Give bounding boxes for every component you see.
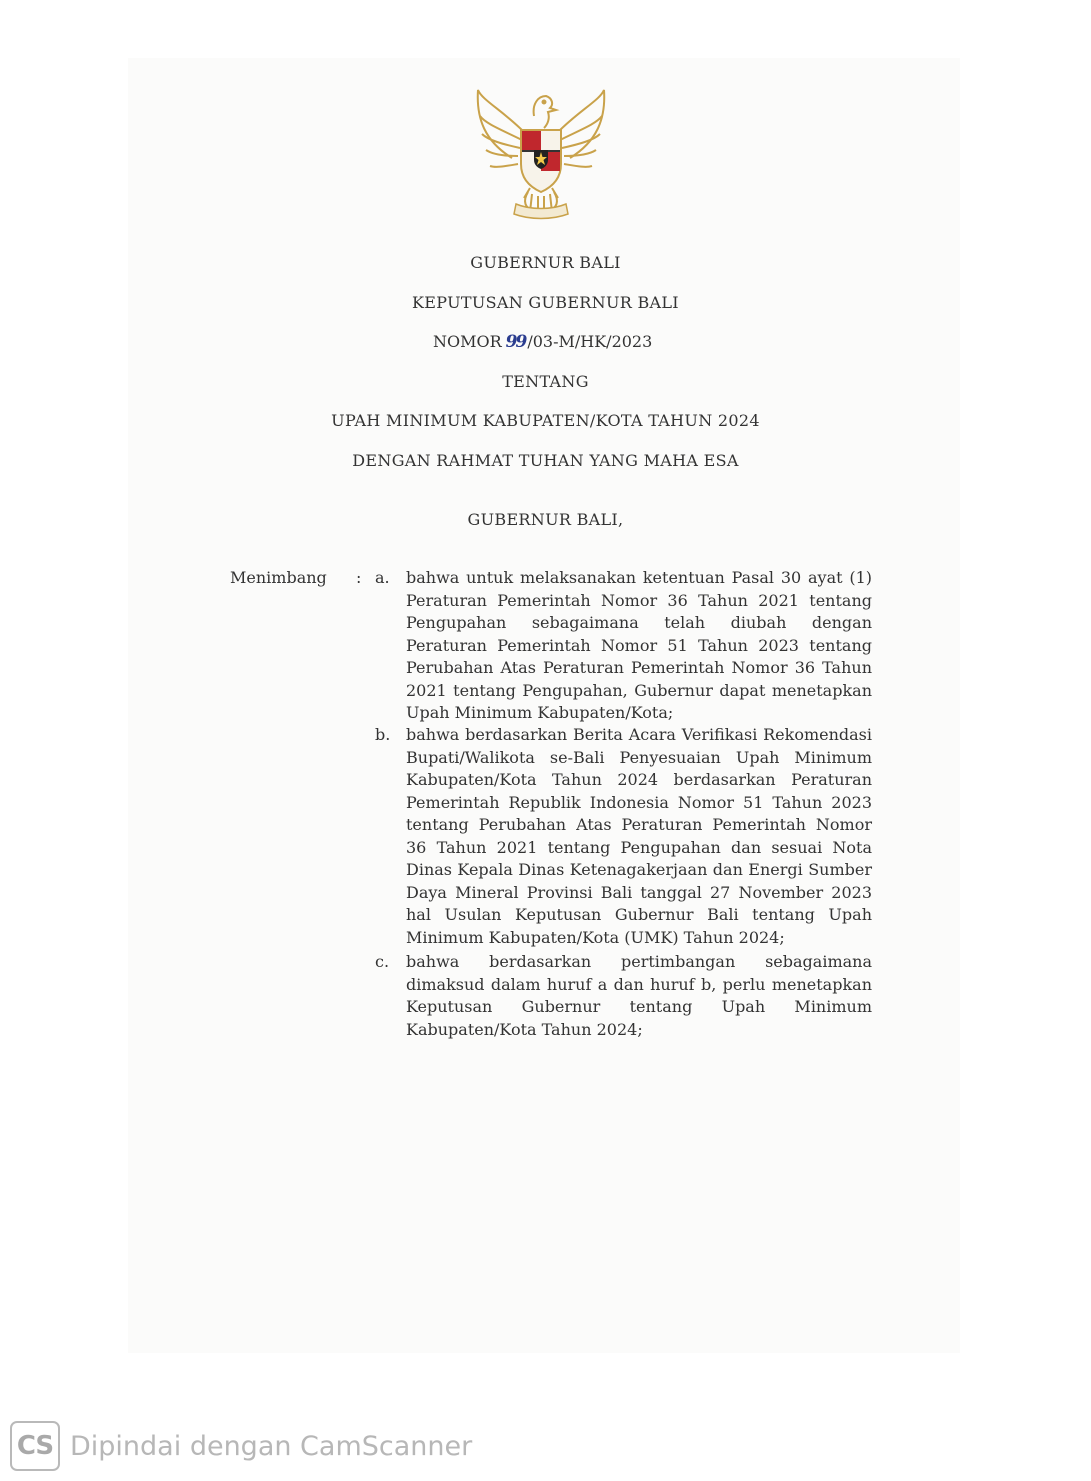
camscanner-logo-icon: CS — [10, 1421, 60, 1471]
item-c-text: bahwa berdasarkan pertimbangan sebagaimana dimaksud dalam huruf a dan huruf b, perlu menetapkan Keputusan Gubernur tentang Upah Minimum Kabupaten/Kota Tahun 2024; — [406, 952, 872, 1039]
item-c-letter: c. — [375, 952, 390, 971]
item-a-text: bahwa untuk melaksanakan ketentuan Pasal 30 ayat (1) Peraturan Pemerintah Nomor 36 Tahun 2021 tentang Pengupahan sebagaimana telah diubah dengan Peraturan Pemerintah Nomor 51 Tahun 2023 tentang Perubahan Atas Peraturan Pemerintah Nomor 36 Tahun 2021 tentang Pengupahan, Gubernur dapat menetapkan Upah Minimum Kabupaten/Kota; — [406, 568, 872, 722]
tentang-heading: TENTANG — [502, 372, 589, 391]
subject-heading: UPAH MINIMUM KABUPATEN/KOTA TAHUN 2024 — [331, 411, 760, 430]
blessing-line: DENGAN RAHMAT TUHAN YANG MAHA ESA — [352, 451, 739, 470]
camscanner-text: Dipindai dengan CamScanner — [70, 1430, 473, 1462]
nomor-suffix: /03-M/HK/2023 — [527, 332, 653, 351]
document-title: KEPUTUSAN GUBERNUR BALI — [412, 293, 679, 312]
item-b-text: bahwa berdasarkan Berita Acara Verifikasi Rekomendasi Bupati/Walikota se-Bali Penyesuaian Upah Minimum Kabupaten/Kota Tahun 2024 berdasarkan Peraturan Pemerintah Republik Indonesia Nomor 51 Tahun 2023 tentang Perubahan Atas Peraturan Pemerintah Nomor 36 Tahun 2021 tentang Pengupahan dan sesuai Nota Dinas Kepala Dinas Ketenagakerjaan dan Energi Sumber Daya Mineral Provinsi Bali tanggal 27 November 2023 hal Usulan Keputusan Gubernur Bali tentang Upah Minimum Kabupaten/Kota (UMK) Tahun 2024; — [406, 725, 872, 947]
speaker-line: GUBERNUR BALI, — [467, 510, 624, 529]
menimbang-label: Menimbang — [230, 568, 327, 587]
item-b-letter: b. — [375, 725, 391, 744]
item-a-letter: a. — [375, 568, 390, 587]
camscanner-watermark — [10, 1420, 472, 1472]
garuda-emblem-icon — [472, 80, 610, 228]
document-number — [433, 332, 652, 352]
nomor-prefix: NOMOR — [433, 332, 502, 351]
nomor-handwritten: 99 — [505, 332, 526, 352]
issuer-heading: GUBERNUR BALI — [470, 253, 621, 272]
menimbang-colon: : — [356, 568, 362, 587]
